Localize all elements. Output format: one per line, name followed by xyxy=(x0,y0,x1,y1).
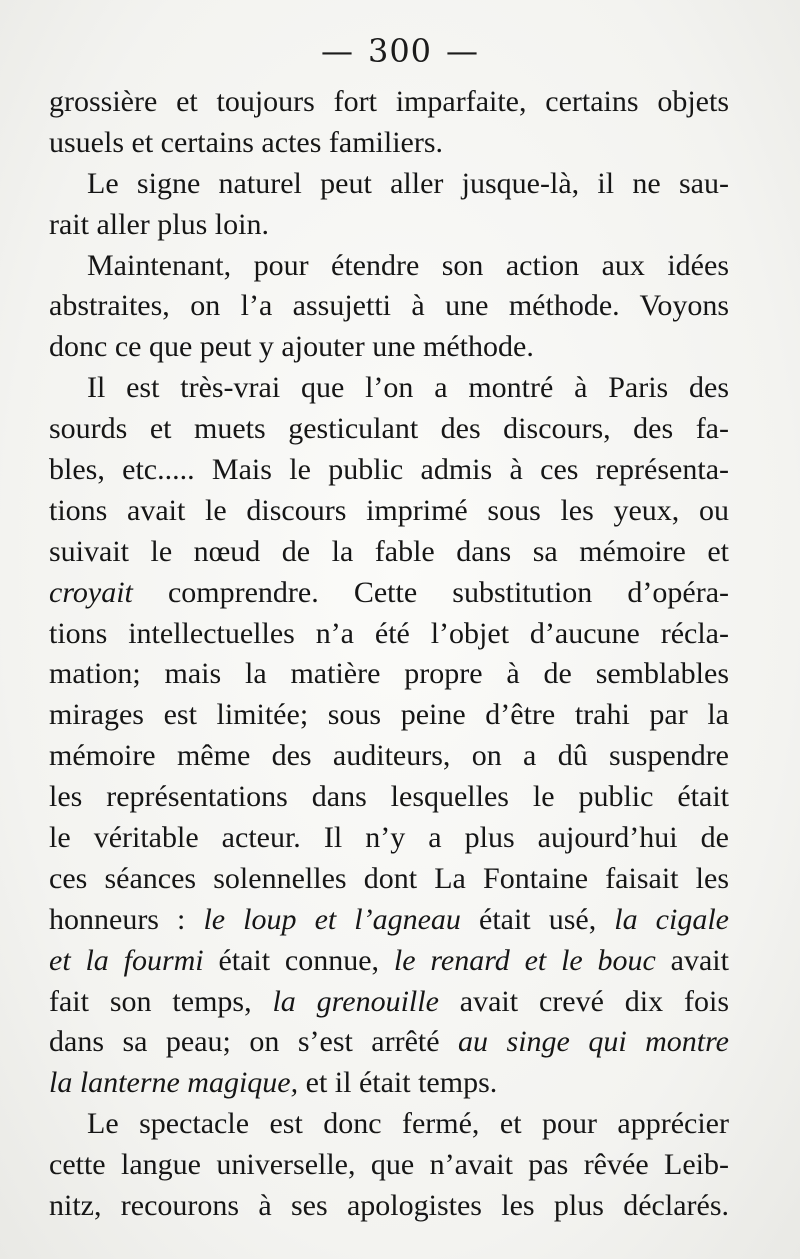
text-line xyxy=(49,1104,729,1145)
italic-title: le loup et l’agneau xyxy=(203,902,461,936)
text-line xyxy=(49,409,729,450)
text-segment: suivait le nœud de la fable dans sa mémoire et xyxy=(49,534,729,568)
text-segment: sourds et muets gesticulant des discours, des fa- xyxy=(49,412,729,446)
text-segment: ces séances solennelles dont La Fontaine faisait les xyxy=(49,861,729,895)
text-segment: les représentations dans lesquelles le public était xyxy=(49,780,729,814)
text-segment: fait son temps, xyxy=(49,984,273,1018)
text-segment: avait xyxy=(655,943,729,977)
text-line xyxy=(49,1022,729,1063)
text-line xyxy=(49,1186,729,1227)
text-line xyxy=(49,205,729,246)
text-segment: était connue, xyxy=(203,943,394,977)
text-segment: comprendre. Cette substitution d’opéra- xyxy=(132,575,729,609)
text-segment: Il est très-vrai que l’on a montré à Paris des xyxy=(87,371,729,405)
text-segment: cette langue universelle, que n’avait pas rêvée Leib- xyxy=(49,1148,729,1182)
text-segment: mation; mais la matière propre à de semblables xyxy=(49,657,729,691)
text-line xyxy=(49,532,729,573)
text-segment: tions intellectuelles n’a été l’objet d’aucune récla- xyxy=(49,616,729,650)
page-number-dash-right: — xyxy=(446,32,480,70)
text-line xyxy=(49,982,729,1023)
text-line xyxy=(49,941,729,982)
text-line xyxy=(49,859,729,900)
text-segment: nitz, recourons à ses apologistes les plus déclarés. xyxy=(49,1189,729,1223)
page-number-dash-left: — xyxy=(320,32,354,70)
text-line xyxy=(49,491,729,532)
text-segment: Le spectacle est donc fermé, et pour apprécier xyxy=(87,1107,729,1141)
italic-title: le renard et le bouc xyxy=(393,943,656,977)
text-segment: abstraites, on l’a assujetti à une méthode. Voyons xyxy=(49,289,729,323)
text-line xyxy=(49,736,729,777)
text-segment: honneurs : xyxy=(49,902,204,936)
text-line xyxy=(49,1063,729,1104)
paragraph xyxy=(49,82,729,164)
text-line xyxy=(49,450,729,491)
page-number-value: 300 xyxy=(367,32,433,70)
text-segment: avait crevé dix fois xyxy=(438,984,729,1018)
italic-title: croyait xyxy=(49,575,133,609)
paragraph xyxy=(49,368,729,1104)
text-line xyxy=(49,573,729,614)
text-line xyxy=(49,286,729,327)
text-segment: tions avait le discours imprimé sous les yeux, ou xyxy=(49,493,729,527)
italic-title: au singe qui montre xyxy=(458,1025,730,1059)
text-line xyxy=(49,327,729,368)
text-segment: le véritable acteur. Il n’y a plus aujourd’hui de xyxy=(49,821,729,855)
text-line xyxy=(49,900,729,941)
italic-title: la grenouille xyxy=(272,984,439,1018)
text-line xyxy=(49,654,729,695)
text-line xyxy=(49,614,729,655)
text-line xyxy=(49,818,729,859)
text-segment: rait aller plus loin. xyxy=(49,207,269,241)
text-segment: et il était temps. xyxy=(298,1066,498,1100)
text-segment: bles, etc..... Mais le public admis à ces représenta- xyxy=(49,453,729,487)
text-segment: mirages est limitée; sous peine d’être trahi par la xyxy=(49,698,729,732)
paragraph xyxy=(49,246,729,369)
text-line xyxy=(49,164,729,205)
paragraph xyxy=(49,1104,729,1227)
italic-title: la lanterne magique, xyxy=(49,1066,299,1100)
text-segment: dans sa peau; on s’est arrêté xyxy=(49,1025,459,1059)
text-segment: Le signe naturel peut aller jusque-là, il ne sau- xyxy=(87,166,729,200)
text-segment: usuels et certains actes familiers. xyxy=(49,125,444,159)
text-segment: donc ce que peut y ajouter une méthode. xyxy=(49,330,534,364)
text-line xyxy=(49,777,729,818)
text-line xyxy=(49,1145,729,1186)
text-segment: Maintenant, pour étendre son action aux idées xyxy=(87,248,729,282)
body-text xyxy=(49,82,729,1227)
page-number xyxy=(0,32,800,70)
text-segment: grossière et toujours fort imparfaite, certains objets xyxy=(49,85,729,118)
text-segment: mémoire même des auditeurs, on a dû suspendre xyxy=(49,739,729,773)
paragraph xyxy=(49,164,729,246)
text-line xyxy=(49,695,729,736)
italic-title: et la fourmi xyxy=(49,943,204,977)
text-line xyxy=(49,368,729,409)
text-line xyxy=(49,246,729,287)
text-line xyxy=(49,123,729,164)
text-segment: était usé, xyxy=(460,902,615,936)
italic-title: la cigale xyxy=(614,902,729,936)
text-line xyxy=(49,82,729,123)
